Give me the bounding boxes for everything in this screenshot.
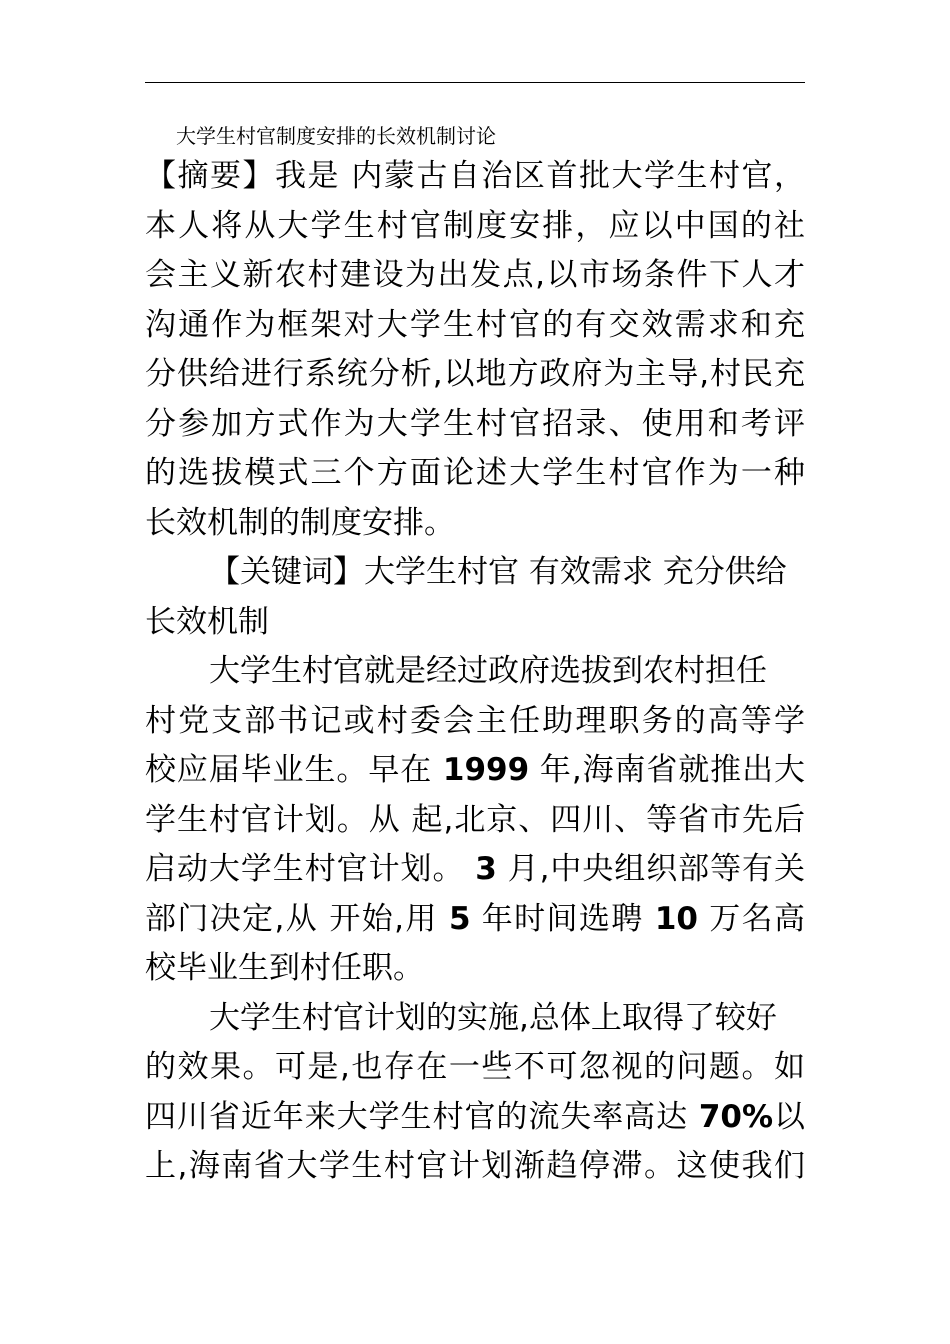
abstract-line: 的选拔模式三个方面论述大学生村官作为一种 <box>145 455 805 491</box>
abstract-line: 分供给进行系统分析,以地方政府为主导,村民充 <box>145 356 805 392</box>
keywords-line: 长效机制 <box>145 603 269 640</box>
paragraph-line: 学生村官计划。从 起,北京、四川、等省市先后 <box>145 801 805 838</box>
abstract-line: 分参加方式作为大学生村官招录、使用和考评 <box>145 405 805 442</box>
body-paragraph-1 <box>145 647 817 994</box>
paragraph-line: 启动大学生村官计划。 3 月,中央组织部等有关 <box>145 851 805 887</box>
paragraph-line: 上,海南省大学生村官计划渐趋停滞。这使我们 <box>145 1148 805 1184</box>
paragraph-line: 四川省近年来大学生村官的流失率高达 70%以 <box>145 1098 806 1135</box>
paragraph-line: 的效果。可是,也存在一些不可忽视的问题。如 <box>145 1049 805 1085</box>
abstract-line: 沟通作为框架对大学生村官的有交效需求和充 <box>145 306 805 343</box>
paragraph-line: 校应届毕业生。早在 1999 年,海南省就推出大 <box>145 752 805 788</box>
paragraph-line: 校毕业生到村任职。 <box>145 950 424 986</box>
paragraph-line: 大学生村官计划的实施,总体上取得了较好 <box>209 999 777 1036</box>
paragraph-line: 大学生村官就是经过政府选拔到农村担任 <box>209 653 767 689</box>
abstract-line: 本人将从大学生村官制度安排，应以中国的社 <box>145 207 805 244</box>
keywords-paragraph <box>145 548 817 647</box>
abstract-line: 会主义新农村建设为出发点,以市场条件下人才 <box>145 257 805 293</box>
document-title: 大学生村官制度安排的长效机制讨论 <box>176 124 496 148</box>
abstract-line: 【摘要】我是 内蒙古自治区首批大学生村官， <box>145 158 805 194</box>
header-rule <box>145 82 805 83</box>
keywords-line: 【关键词】大学生村官 有效需求 充分供给 <box>209 554 787 590</box>
paragraph-line: 部门决定,从 开始,用 5 年时间选聘 10 万名高 <box>145 900 805 937</box>
abstract-paragraph <box>145 152 817 548</box>
document-body <box>145 152 817 1192</box>
body-paragraph-2 <box>145 994 817 1192</box>
paragraph-line: 村党支部书记或村委会主任助理职务的高等学 <box>145 702 805 739</box>
abstract-line: 长效机制的制度安排。 <box>145 504 455 541</box>
